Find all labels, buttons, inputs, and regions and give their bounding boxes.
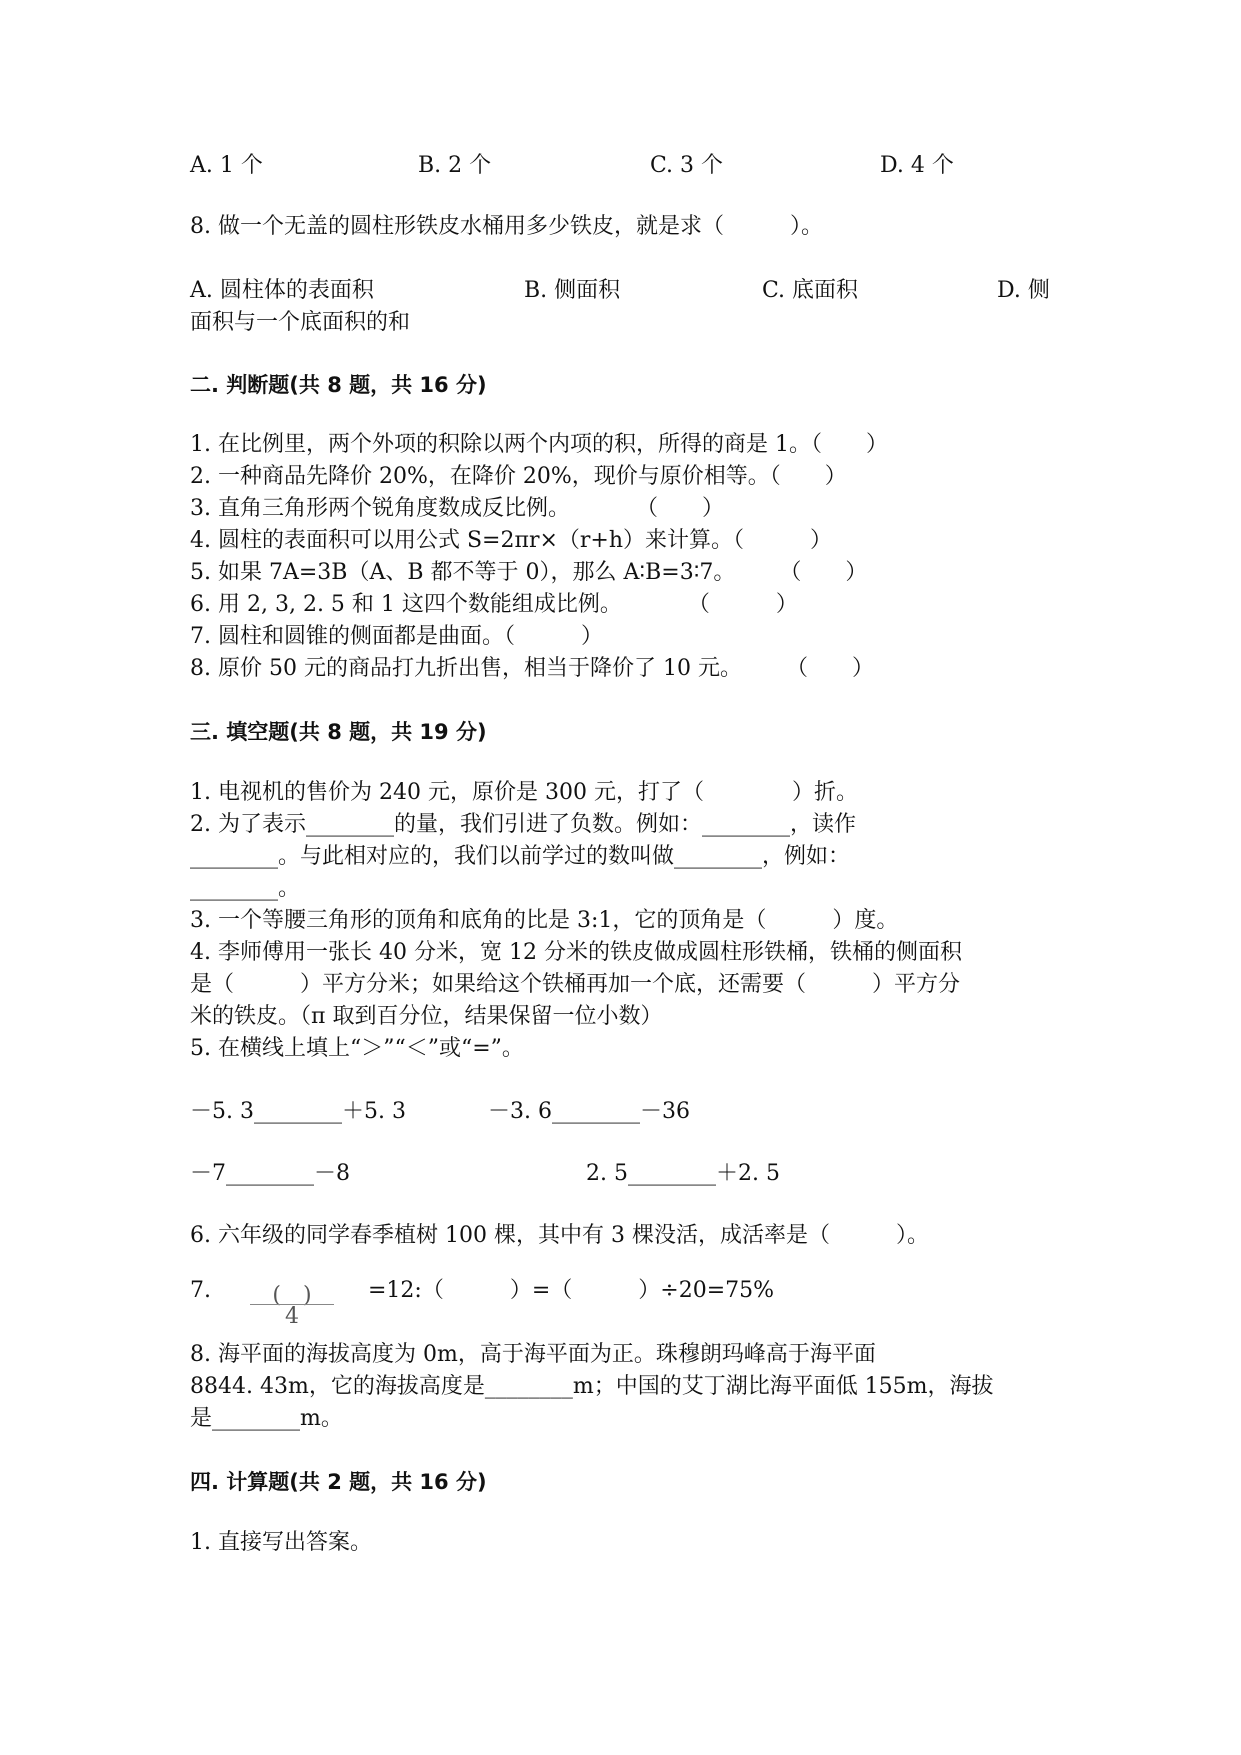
- s3-q5-r1-b: －3. 6________－36: [488, 1099, 690, 1124]
- s3-q1: 1. 电视机的售价为 240 元，原价是 300 元，打了（ ）折。: [190, 780, 858, 805]
- s3-q2-line2: ________。与此相对应的，我们以前学过的数叫做________，例如：: [190, 844, 851, 869]
- s3-q4-line2: 是（ ）平方分米；如果给这个铁桶再加一个底，还需要（ ）平方分: [190, 972, 961, 997]
- s3-q5: 5. 在横线上填上“＞”“＜”或“=”。: [190, 1036, 524, 1061]
- s3-q7-fraction-denominator: 4: [285, 1304, 299, 1329]
- s2-item-5: 5. 如果 7A=3B（A、B 都不等于 0），那么 A∶B=3∶7。 （ ）: [190, 560, 868, 585]
- s3-q7-label: 7.: [190, 1278, 211, 1303]
- s3-q8-line3: 是________m。: [190, 1406, 343, 1431]
- s2-item-8: 8. 原价 50 元的商品打九折出售，相当于降价了 10 元。 （ ）: [190, 656, 874, 681]
- s3-q2-line3: ________。: [190, 876, 301, 901]
- q7-option-b: B. 2 个: [418, 153, 492, 178]
- q8-option-a: A. 圆柱体的表面积: [190, 278, 374, 303]
- s3-q4-line1: 4. 李师傅用一张长 40 分米，宽 12 分米的铁皮做成圆柱形铁桶，铁桶的侧面积: [190, 940, 962, 965]
- section2-title: 二. 判断题(共 8 题，共 16 分): [190, 373, 487, 397]
- s3-q8-line1: 8. 海平面的海拔高度为 0m，高于海平面为正。珠穆朗玛峰高于海平面: [190, 1342, 876, 1367]
- s3-q6: 6. 六年级的同学春季植树 100 棵，其中有 3 棵没活，成活率是（ ）。: [190, 1223, 929, 1248]
- q7-option-a: A. 1 个: [190, 153, 263, 178]
- s3-q4-line3: 米的铁皮。（π 取到百分位，结果保留一位小数）: [190, 1004, 663, 1029]
- section4-title: 四. 计算题(共 2 题，共 16 分): [190, 1470, 487, 1494]
- s2-item-2: 2. 一种商品先降价 20%，在降价 20%，现价与原价相等。（ ）: [190, 464, 847, 489]
- q8-option-d: D. 侧: [997, 278, 1050, 303]
- q8-option-b: B. 侧面积: [524, 278, 621, 303]
- s3-q7-rest: =12:（ ）=（ ）÷20=75%: [368, 1278, 775, 1303]
- s2-item-1: 1. 在比例里，两个外项的积除以两个内项的积，所得的商是 1。（ ）: [190, 432, 888, 457]
- s3-q5-r2-b: 2. 5________＋2. 5: [586, 1161, 780, 1186]
- section3-title: 三. 填空题(共 8 题，共 19 分): [190, 720, 487, 744]
- s2-item-7: 7. 圆柱和圆锥的侧面都是曲面。（ ）: [190, 624, 603, 649]
- q7-option-d: D. 4 个: [880, 153, 954, 178]
- s3-q7-fraction-numerator: ( ): [272, 1283, 312, 1308]
- s3-q3: 3. 一个等腰三角形的顶角和底角的比是 3:1，它的顶角是（ ）度。: [190, 908, 899, 933]
- s3-q2-line1: 2. 为了表示________的量，我们引进了负数。例如：________，读作: [190, 812, 856, 837]
- q8-stem: 8. 做一个无盖的圆柱形铁皮水桶用多少铁皮，就是求（ ）。: [190, 214, 823, 239]
- q8-option-d-continuation: 面积与一个底面积的和: [190, 310, 411, 335]
- s3-q7-fraction: [250, 1278, 334, 1328]
- q8-option-c: C. 底面积: [762, 278, 859, 303]
- s2-item-4: 4. 圆柱的表面积可以用公式 S=2πr×（r+h）来计算。（ ）: [190, 528, 833, 553]
- s3-q5-r1-a: －5. 3________＋5. 3: [190, 1099, 406, 1124]
- s3-q8-line2: 8844. 43m，它的海拔高度是________m；中国的艾丁湖比海平面低 155m，海拔: [190, 1374, 994, 1399]
- q7-option-c: C. 3 个: [650, 153, 724, 178]
- s2-item-6: 6. 用 2, 3, 2. 5 和 1 这四个数能组成比例。 （ ）: [190, 592, 798, 617]
- s4-q1: 1. 直接写出答案。: [190, 1530, 372, 1555]
- s3-q5-r2-a: －7________－8: [190, 1161, 350, 1186]
- s2-item-3: 3. 直角三角形两个锐角度数成反比例。 （ ）: [190, 496, 724, 521]
